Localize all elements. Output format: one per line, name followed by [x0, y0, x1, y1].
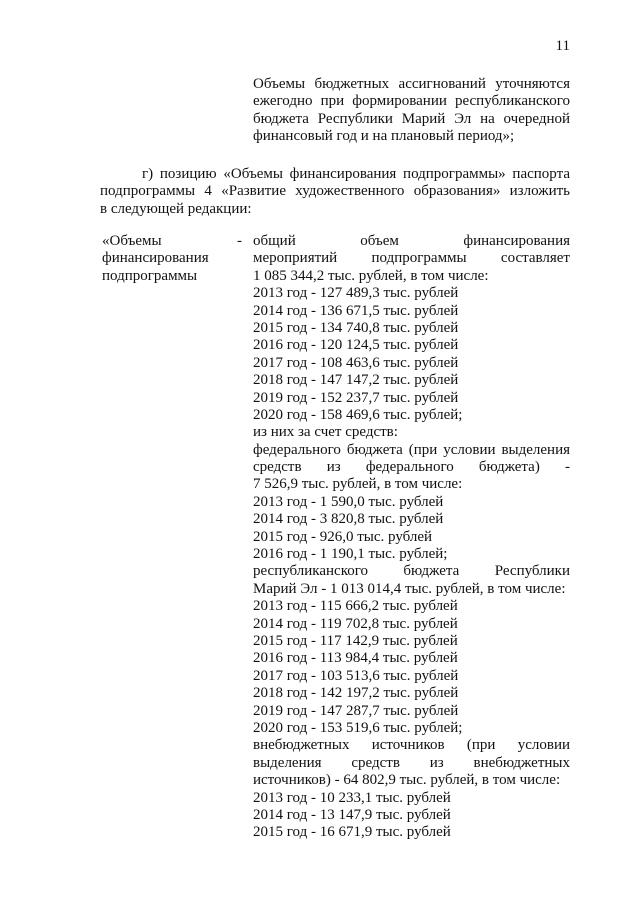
funding-line: общий объем финансирования: [253, 233, 570, 249]
funding-line: 2016 год - 1 190,1 тыс. рублей;: [253, 546, 448, 563]
funding-line: 2014 год - 136 671,5 тыс. рублей: [253, 302, 459, 319]
intro-line: ежегодно при формировании республиканского: [253, 93, 570, 110]
funding-line: 2015 год - 16 671,9 тыс. рублей: [253, 824, 451, 841]
intro-line: финансовый год и на плановый период»;: [253, 128, 515, 145]
label-line: подпрограммы: [102, 267, 198, 284]
paragraph-line: в следующей редакции:: [100, 200, 252, 217]
funding-line: 2017 год - 103 513,6 тыс. рублей: [253, 667, 459, 684]
label-row: [102, 233, 242, 250]
funding-line: 2018 год - 142 197,2 тыс. рублей: [253, 685, 459, 702]
position-label: [102, 233, 242, 285]
funding-line: 2020 год - 153 519,6 тыс. рублей;: [253, 719, 463, 736]
funding-line: 2013 год - 1 590,0 тыс. рублей: [253, 493, 444, 510]
funding-line: 2015 год - 117 142,9 тыс. рублей: [253, 632, 458, 649]
funding-line: 2019 год - 147 287,7 тыс. рублей: [253, 702, 459, 719]
funding-line: федерального бюджета (при условии выделения: [253, 441, 570, 458]
funding-line: из них за счет средств:: [253, 424, 398, 441]
funding-line: 2014 год - 3 820,8 тыс. рублей: [253, 511, 444, 528]
amendment-paragraph: [100, 166, 570, 218]
funding-line: средств из федерального бюджета) -: [253, 459, 570, 476]
funding-line: 1 085 344,2 тыс. рублей, в том числе:: [253, 267, 489, 284]
funding-line: 2013 год - 115 666,2 тыс. рублей: [253, 598, 458, 615]
label-dash: -: [237, 233, 242, 249]
funding-line: 2013 год - 127 489,3 тыс. рублей: [253, 285, 459, 302]
funding-line: 2018 год - 147 147,2 тыс. рублей: [253, 372, 459, 389]
funding-line: 7 526,9 тыс. рублей, в том числе:: [253, 476, 463, 493]
label-line: финансирования: [102, 250, 209, 267]
funding-line: 2014 год - 119 702,8 тыс. рублей: [253, 615, 458, 632]
funding-line: 2015 год - 926,0 тыс. рублей: [253, 528, 433, 545]
intro-line: бюджета Республики Марий Эл на очередной: [253, 110, 570, 127]
funding-line: 2016 год - 113 984,4 тыс. рублей: [253, 650, 458, 667]
paragraph-line: подпрограммы 4 «Развитие художественного образования» изложить: [100, 183, 570, 200]
funding-line: 2014 год - 13 147,9 тыс. рублей: [253, 806, 451, 823]
funding-line: республиканского бюджета Республики: [253, 563, 570, 580]
funding-line: мероприятий подпрограммы составляет: [253, 250, 570, 267]
label-line: «Объемы: [102, 233, 162, 249]
funding-line: 2016 год - 120 124,5 тыс. рублей: [253, 337, 459, 354]
intro-block: [253, 76, 570, 146]
funding-line: источников) - 64 802,9 тыс. рублей, в том числе:: [253, 772, 561, 789]
page-number: 11: [555, 38, 570, 54]
funding-line: 2020 год - 158 469,6 тыс. рублей;: [253, 406, 463, 423]
funding-line: Марий Эл - 1 013 014,4 тыс. рублей, в том числе:: [253, 580, 566, 597]
paragraph-line: г) позицию «Объемы финансирования подпрограммы» паспорта: [142, 166, 570, 182]
funding-line: 2015 год - 134 740,8 тыс. рублей: [253, 319, 459, 336]
funding-line: 2019 год - 152 237,7 тыс. рублей: [253, 389, 459, 406]
funding-line: выделения средств из внебюджетных: [253, 754, 570, 771]
funding-details: [253, 233, 570, 842]
funding-line: 2013 год - 10 233,1 тыс. рублей: [253, 789, 451, 806]
funding-line: внебюджетных источников (при условии: [253, 737, 570, 754]
intro-line: Объемы бюджетных ассигнований уточняются: [253, 76, 570, 92]
funding-line: 2017 год - 108 463,6 тыс. рублей: [253, 354, 459, 371]
